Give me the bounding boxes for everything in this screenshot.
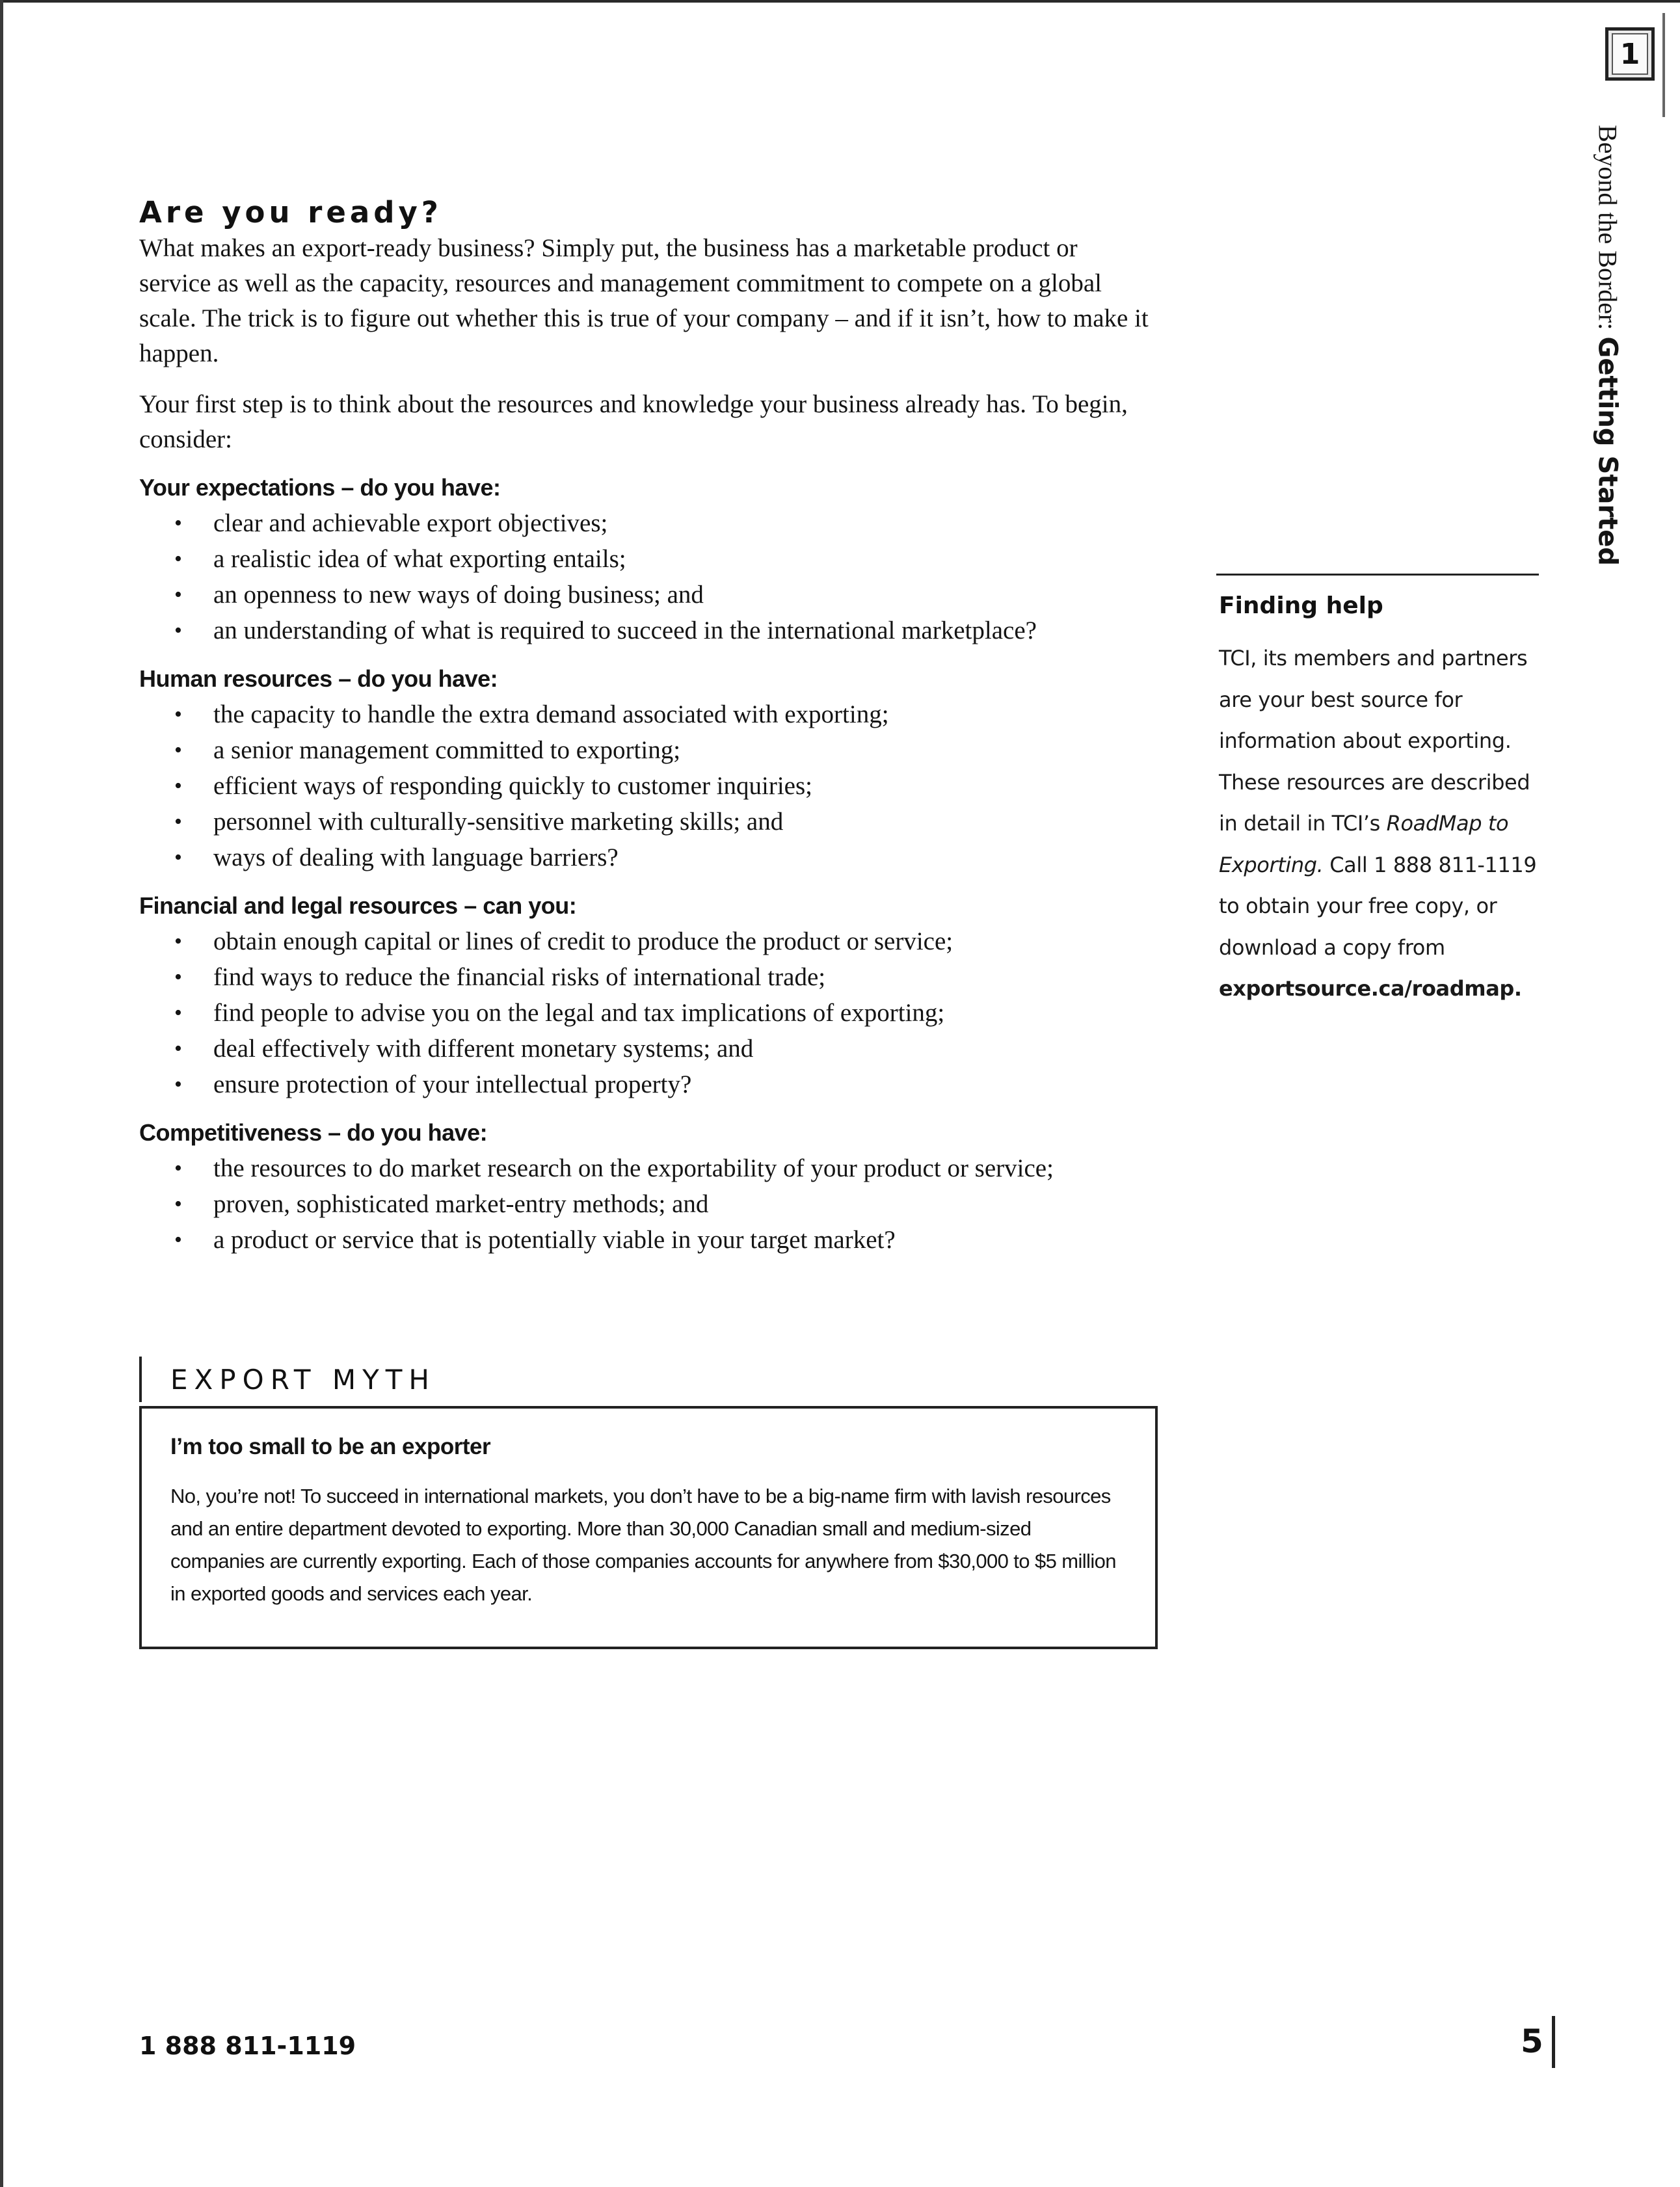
list-item: • an understanding of what is required to succeed in the international marketplace? [139,613,1154,648]
running-title-prefix: Beyond the Border: [1593,125,1623,337]
section-heading: Competitiveness – do you have: [139,1119,488,1146]
list-item: • the resources to do market research on the exportability of your product or service; [139,1150,1154,1186]
sidebar-publication-title: RoadMap to Exporting. [1219,811,1509,877]
sidebar-web-address[interactable]: exportsource.ca/roadmap. [1219,976,1522,1001]
export-myth-text: No, you’re not! To succeed in international markets, you don’t have to be a big-name firm with lavish resources and an entire department devoted to exporting. More than 30,000 Canadian small and medium-sized companies are currently exporting. Each of those companies accounts for anywhere from $30,000 to $5 million in exported goods and services each year. [170,1485,1116,1605]
page-title: Are you ready? [139,195,442,230]
export-myth-box [139,1406,1158,1649]
list-item: • an openness to new ways of doing business; and [139,577,1154,613]
list-item: • a senior management committed to exporting; [139,732,1154,768]
list-item: • deal effectively with different monetary systems; and [139,1031,1154,1067]
list-item: • ensure protection of your intellectual property? [139,1067,1154,1102]
main-column [139,195,1154,1258]
bullet-list [139,696,1154,875]
list-item: • obtain enough capital or lines of credit to produce the product or service; [139,923,1154,959]
sidebar-text-start: TCI, its members and partners are your best source for information about exporting. These resources are described in detail in TCI’s [1219,646,1530,836]
list-item: • find people to advise you on the legal and tax implications of exporting; [139,995,1154,1031]
list-item: • a realistic idea of what exporting entails; [139,541,1154,577]
list-item: • efficient ways of responding quickly to customer inquiries; [139,768,1154,804]
chapter-number: 1 [1612,33,1648,75]
sidebar-text-middle: Call 1 888 811-1119 to obtain your free copy, or download a copy from [1219,852,1537,960]
list-item: • clear and achievable export objectives; [139,505,1154,541]
running-title-section: Getting Started [1592,336,1623,566]
page-number-bar [1552,2016,1555,2068]
chapter-tab-edge [1662,13,1665,117]
left-page-edge [0,0,3,2187]
footer-phone: 1 888 811-1119 [139,2032,356,2060]
sidebar-text [1219,638,1541,1010]
section-heading: Financial and legal resources – can you: [139,892,577,919]
list-item: • proven, sophisticated market-entry methods; and [139,1186,1154,1222]
section-heading: Human resources – do you have: [139,665,498,692]
top-border-rule [0,0,1680,3]
list-item: • find ways to reduce the financial risks of international trade; [139,959,1154,995]
section-human-resources [139,661,1154,875]
sidebar-rule [1216,574,1539,576]
section-financial-legal [139,888,1154,1102]
section-expectations [139,470,1154,648]
export-myth-label-tab [139,1357,436,1402]
sidebar-heading: Finding help [1219,592,1383,619]
list-item: • the capacity to handle the extra demand associated with exporting; [139,696,1154,732]
bullet-list [139,923,1154,1102]
list-item: • personnel with culturally-sensitive marketing skills; and [139,804,1154,840]
list-item: • ways of dealing with language barriers? [139,840,1154,875]
section-heading: Your expectations – do you have: [139,474,501,501]
bullet-list [139,505,1154,648]
finding-help-sidebar [1216,574,1541,1010]
section-competitiveness [139,1115,1154,1258]
list-item: • a product or service that is potentially viable in your target market? [139,1222,1154,1258]
bullet-list [139,1150,1154,1258]
running-title [1569,125,1647,580]
export-myth-heading: I’m too small to be an exporter [170,1434,491,1459]
chapter-tab [1605,27,1655,81]
intro-paragraph: What makes an export-ready business? Simply put, the business has a marketable product or service as well as the capacity, resources and management commitment to compete on a global scale. The trick is to figure out whether this is true of your company – and if it isn’t, how to make it happen. [139,234,1149,367]
export-myth-label: EXPORT MYTH [170,1363,436,1396]
page-number: 5 [1521,2022,1543,2060]
first-step-paragraph: Your first step is to think about the resources and knowledge your business already has. To begin, consider: [139,390,1128,453]
